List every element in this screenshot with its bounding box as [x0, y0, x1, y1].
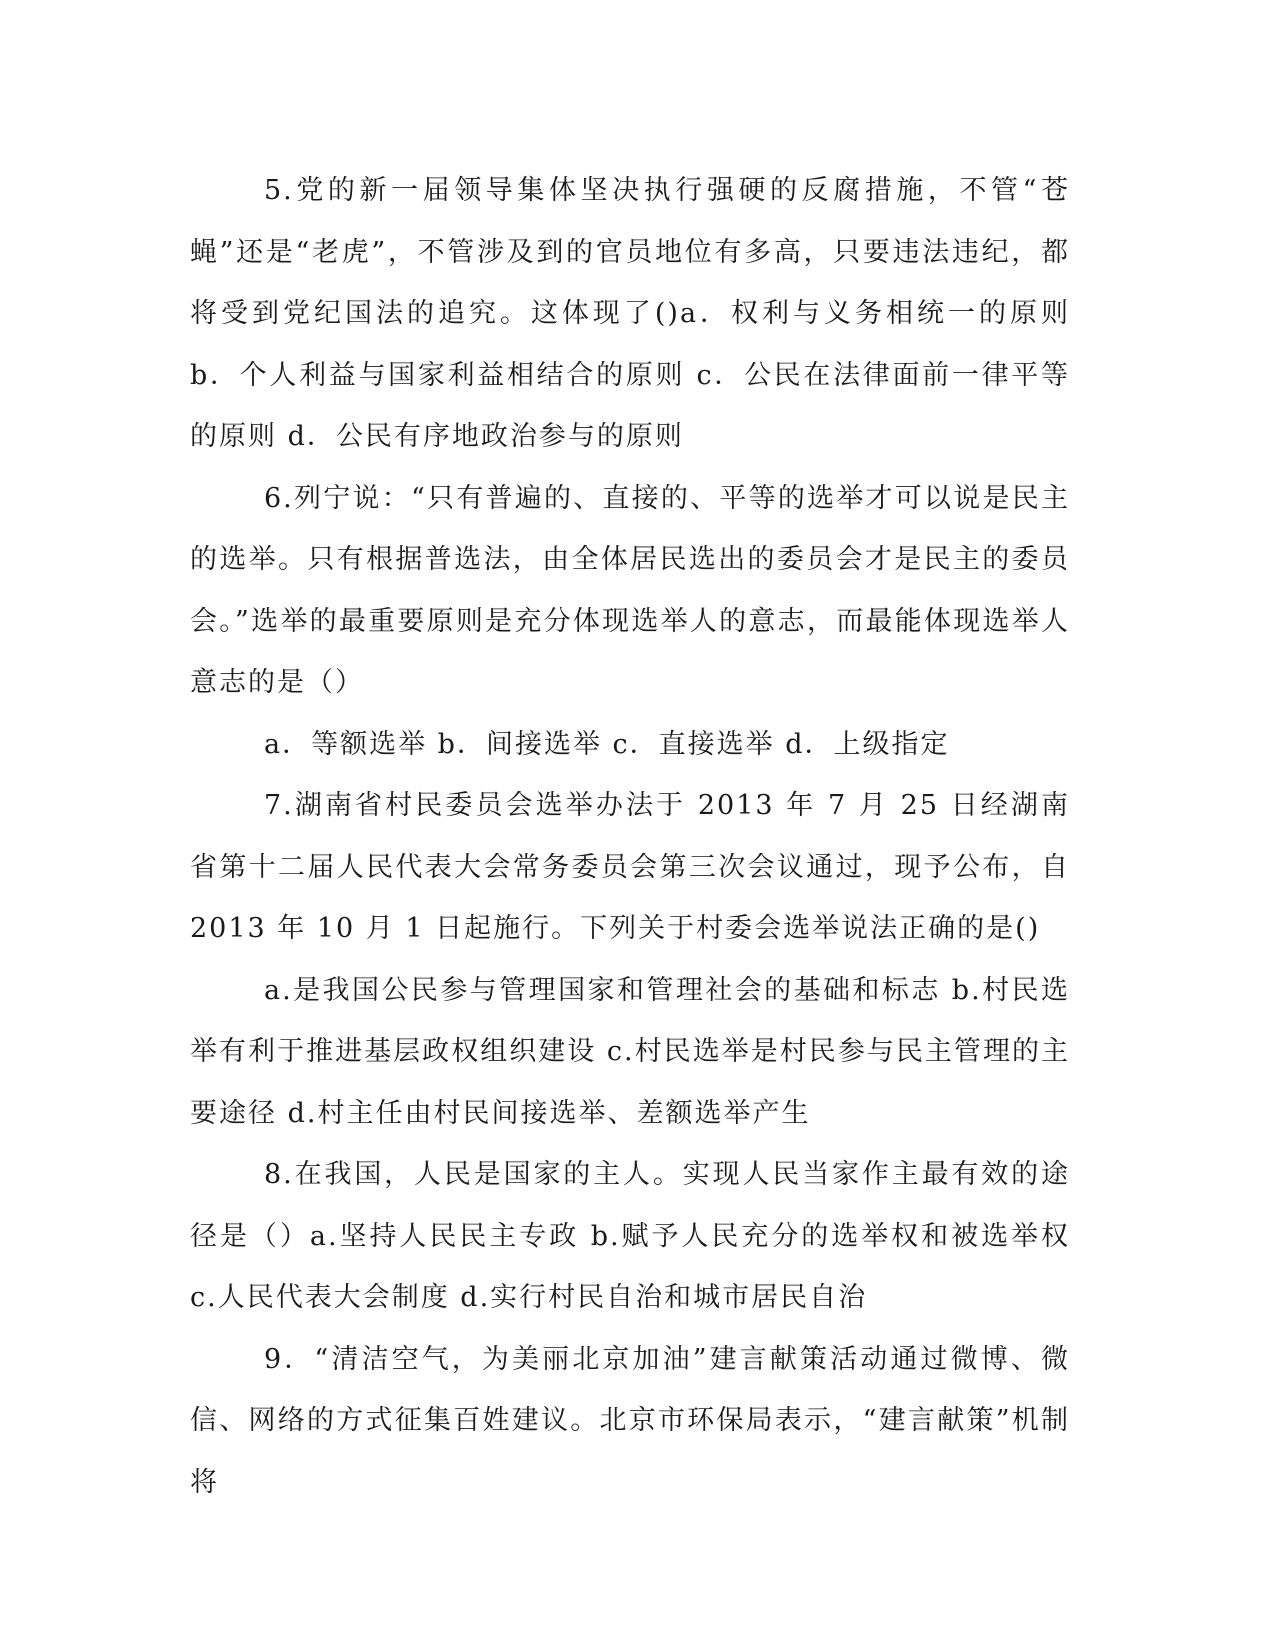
question-6-options: a．等额选举 b．间接选举 c．直接选举 d．上级指定 — [264, 728, 950, 760]
question-6: 6.列宁说：“只有普遍的、直接的、平等的选举才可以说是民主的选举。只有根据普选法，由全体居民选出的委员会才是民主的委员会。”选举的最重要原则是充分体现选举人的意志，而最能体现选举人意志的是（） — [190, 482, 1070, 698]
question-7: 7.湖南省村民委员会选举办法于 2013 年 7 月 25 日经湖南省第十二届人民代表大会常务委员会第三次会议通过，现予公布，自 2013 年 10 月 1 日起施行。下列关于村委会选举说法正确的是() — [190, 790, 1070, 944]
question-5: 5.党的新一届领导集体坚决执行强硬的反腐措施，不管“苍蝇”还是“老虎”，不管涉及到的官员地位有多高，只要违法违纪，都将受到党纪国法的追究。这体现了()a．权利与义务相统一的原则 b．个人利益与国家利益相结合的原则 c．公民在法律面前一律平等的原则 d．公民有序地政治参与的原则 — [190, 175, 1070, 452]
question-8: 8.在我国，人民是国家的主人。实现人民当家作主最有效的途径是（）a.坚持人民民主专政 b.赋予人民充分的选举权和被选举权 c.人民代表大会制度 d.实行村民自治和城市居民自治 — [190, 1159, 1070, 1313]
question-7-options: a.是我国公民参与管理国家和管理社会的基础和标志 b.村民选举有利于推进基层政权组织建设 c.村民选举是村民参与民主管理的主要途径 d.村主任由村民间接选举、差额选举产生 — [190, 974, 1070, 1129]
document-body — [190, 160, 1070, 1513]
question-9: 9．“清洁空气，为美丽北京加油”建言献策活动通过微博、微信、网络的方式征集百姓建议。北京市环保局表示，“建言献策”机制将 — [190, 1343, 1070, 1498]
